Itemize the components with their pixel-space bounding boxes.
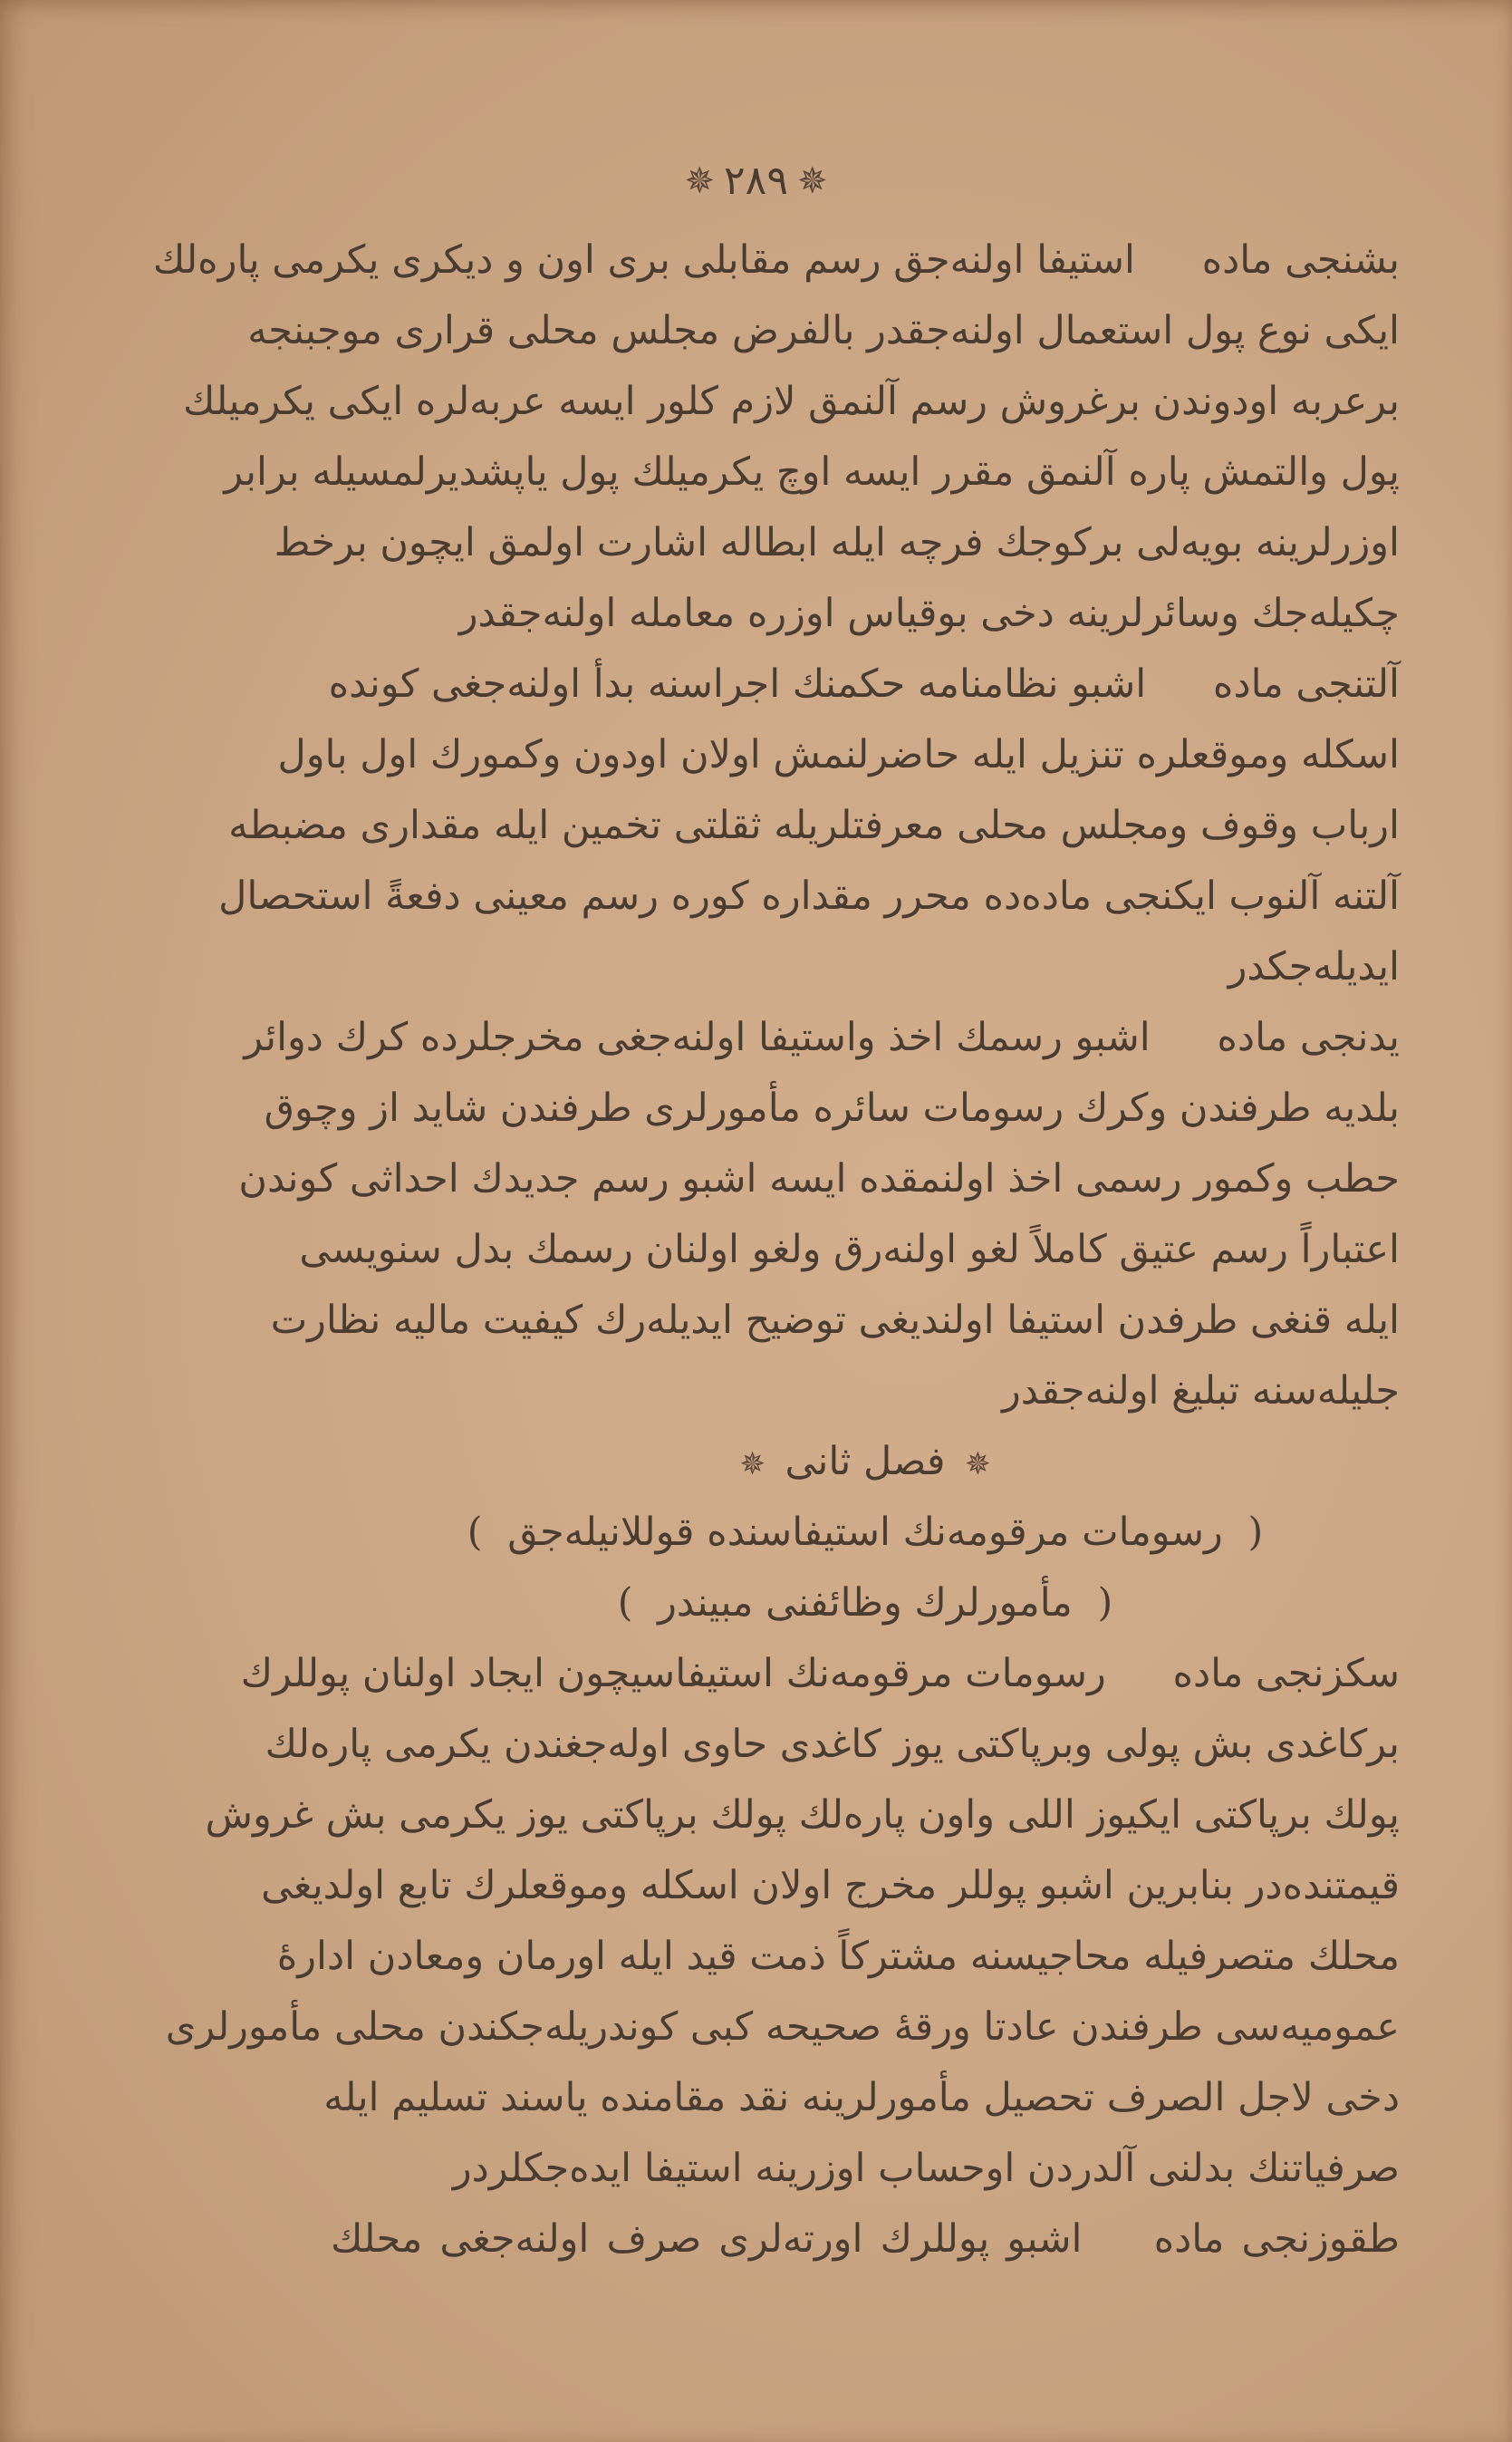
text-line: عمومیه‌سی طرفندن عادتا ورقهٔ صحیحه کبی کوندریله‌جکندن محلی مأمورلری bbox=[165, 2004, 1400, 2050]
page-body bbox=[152, 225, 1400, 2274]
page-number: ٢٨٩ bbox=[724, 158, 788, 204]
text-line: ایله قنغی طرفدن استیفا اولندیغی توضیح ایدیله‌رك کیفیت مالیه نظارت bbox=[270, 1298, 1400, 1343]
star-ornament-icon: ✵ bbox=[796, 160, 828, 202]
text-run: اشبو پوللرك اورته‌لری صرف اولنه‌جغی محلك bbox=[331, 2216, 1083, 2262]
text-line: دخی لاجل الصرف تحصیل مأمورلرینه نقد مقامنده یاسند تسلیم ایله bbox=[323, 2075, 1400, 2120]
paren-close: ) bbox=[617, 1580, 633, 1626]
subtitle-text: رسومات مرقومه‌نك استیفاسنده قوللانیله‌جق bbox=[507, 1510, 1223, 1555]
page-header bbox=[0, 158, 1512, 204]
paren-open: ( bbox=[1097, 1580, 1113, 1626]
text-line: محلك متصرفیله محاجیسنه مشترکاً ذمت قید ایله اورمان ومعادن اداره‌ٔ bbox=[276, 1934, 1400, 1979]
article-6-line-1 bbox=[328, 649, 1400, 719]
subtitle-text: مأمورلرك وظائفنی مبیندر bbox=[658, 1580, 1073, 1626]
text-line: اعتباراً رسم عتیق کاملاً لغو اولنه‌رق ولغو اولنان رسمك بدل سنویسی bbox=[299, 1227, 1400, 1272]
text-line: جلیله‌سنه تبلیغ اولنه‌جقدر bbox=[1001, 1368, 1400, 1414]
text-run: استیفا اولنه‌جق رسم مقابلی بری اون و دیکری یکرمی پاره‌لك bbox=[152, 237, 1135, 283]
article-6-label: آلتنجی ماده bbox=[1212, 661, 1400, 707]
text-line: برعربه اودوندن برغروش رسم آلنمق لازم کلور ایسه عربه‌لره ایکی یکرمیلك bbox=[183, 379, 1400, 424]
article-8-line-1 bbox=[240, 1638, 1400, 1709]
text-line: پولك برپاکتی ایکیوز اللی واون پاره‌لك پولك برپاکتی یوز یکرمی بش غروش bbox=[205, 1792, 1400, 1838]
article-9-label: طقوزنجی ماده bbox=[1153, 2216, 1400, 2262]
section-subtitle-1 bbox=[331, 1497, 1400, 1568]
text-line: بلدیه طرفندن وکرك رسومات سائره مأمورلری طرفندن شاید از وچوق bbox=[264, 1086, 1400, 1131]
text-line: ارباب وقوف ومجلس محلی معرفتلریله ثقلتی تخمین ایله مقداری مضبطه bbox=[228, 803, 1400, 848]
text-line: صرفیاتنك بدلنی آلدردن اوحساب اوزرینه استیفا ایده‌جکلردر bbox=[452, 2146, 1400, 2191]
article-8-label: سکزنجی ماده bbox=[1172, 1651, 1400, 1696]
star-ornament-icon: ✵ bbox=[739, 1446, 766, 1482]
text-run: اشبو نظامنامه حکمنك اجراسنه بدأ اولنه‌جغی کونده bbox=[328, 661, 1147, 707]
text-line: پول والتمش پاره آلنمق مقرر ایسه اوچ یکرمیلك پول یاپشدیرلمسیله برابر bbox=[224, 449, 1400, 495]
text-line: قیمتنده‌در بنابرین اشبو پوللر مخرج اولان اسکله وموقعلرك تابع اولدیغی bbox=[261, 1863, 1400, 1908]
article-9-line-1 bbox=[331, 2204, 1400, 2274]
text-line: چکیله‌جك وسائرلرینه دخی بوقیاس اوزره معامله اولنه‌جقدر bbox=[458, 591, 1400, 636]
text-run: رسومات مرقومه‌نك استیفاسیچون ایجاد اولنان پوللرك bbox=[240, 1651, 1106, 1696]
text-run: اشبو رسمك اخذ واستیفا اولنه‌جغی مخرجلرده کرك دوائر bbox=[244, 1015, 1151, 1060]
text-line: اوزرلرینه بویه‌لی برکوجك فرچه ایله ابطاله اشارت اولمق ایچون برخط bbox=[274, 520, 1400, 565]
paren-open: ( bbox=[1247, 1510, 1264, 1555]
text-line: ایکی نوع پول استعمال اولنه‌جقدر بالفرض مجلس محلی قراری موجبنجه bbox=[247, 308, 1400, 353]
article-7-line-1 bbox=[244, 1002, 1400, 1073]
text-line: اسکله وموقعلره تنزیل ایله حاضرلنمش اولان اودون وکمورك اول باول bbox=[277, 732, 1400, 777]
star-ornament-icon: ✵ bbox=[684, 160, 716, 202]
section-subtitle-2 bbox=[331, 1568, 1400, 1638]
article-7-label: یدنجی ماده bbox=[1217, 1015, 1400, 1060]
article-5-line-1 bbox=[152, 225, 1400, 295]
star-ornament-icon: ✵ bbox=[965, 1446, 991, 1482]
paren-close: ) bbox=[467, 1510, 483, 1555]
text-line: حطب وکمور رسمی اخذ اولنمقده ایسه اشبو رسم جدیدك احداثی کوندن bbox=[238, 1156, 1400, 1202]
text-line: آلتنه آلنوب ایکنجی ماده‌ده محرر مقداره کوره رسم معینی دفعةً استحصال bbox=[218, 874, 1400, 919]
article-5-label: بشنجی ماده bbox=[1201, 237, 1400, 283]
text-line: برکاغدی بش پولی وبرپاکتی یوز کاغدی حاوی اوله‌جغندن یکرمی پاره‌لك bbox=[265, 1722, 1400, 1767]
section-heading bbox=[331, 1426, 1400, 1497]
section-title: فصل ثانی bbox=[785, 1439, 946, 1484]
text-line: ایدیله‌جکدر bbox=[1228, 944, 1400, 989]
